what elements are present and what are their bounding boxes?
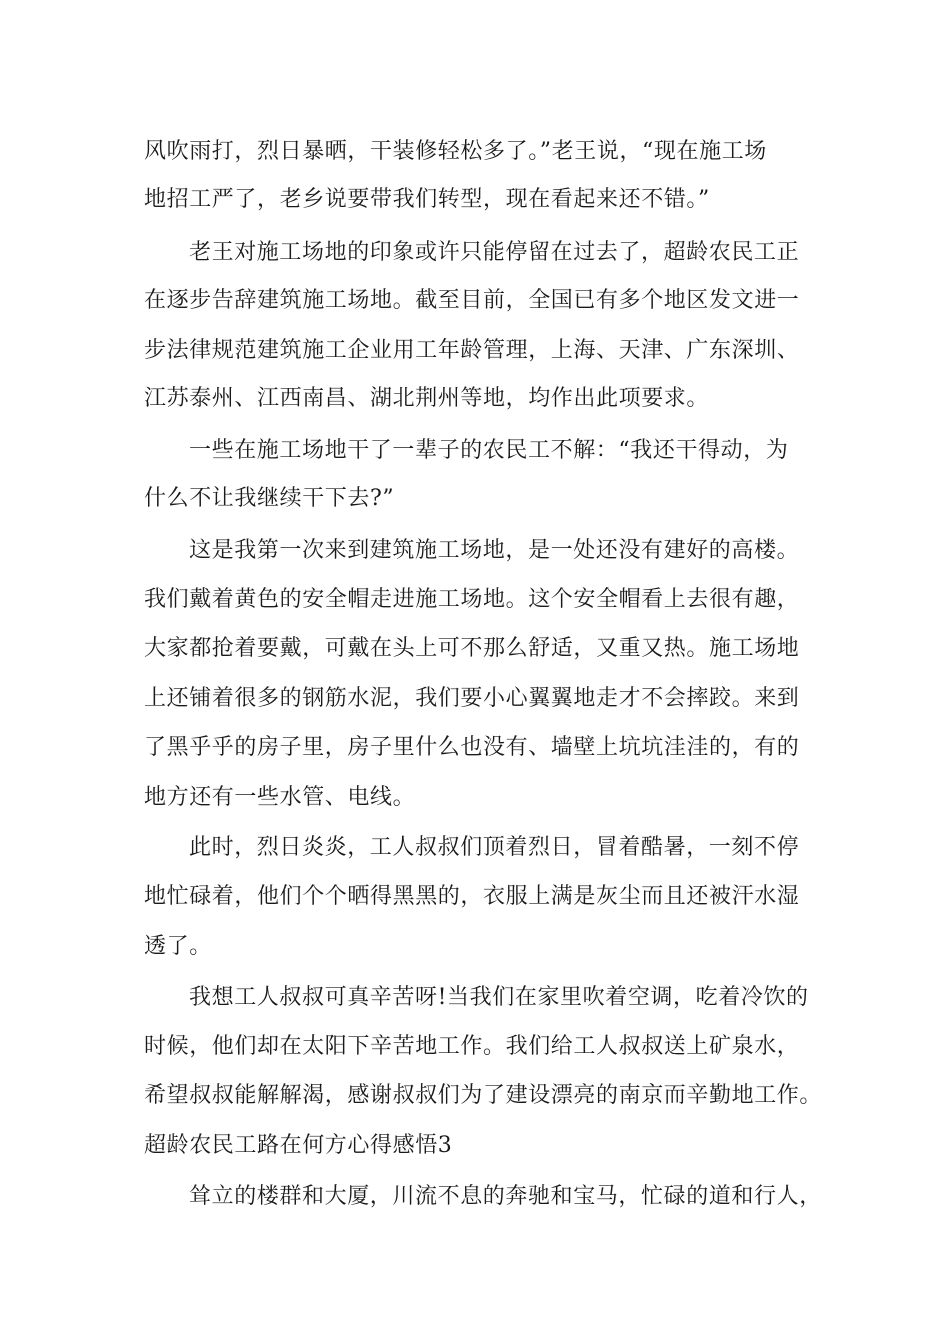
paragraph-start-line: 老王对施工场地的印象或许只能停留在过去了，超龄农民工正 [189,240,800,265]
text-line: 在逐步告辞建筑施工场地。截至目前，全国已有多个地区发文进一 [144,288,800,313]
text-line: 江苏泰州、江西南昌、湖北荆州等地，均作出此项要求。 [144,386,710,411]
paragraph-start-line: 耸立的楼群和大厦，川流不息的奔驰和宝马，忙碌的道和行人， [189,1184,822,1209]
text-line: 步法律规范建筑施工企业用工年龄管理，上海、天津、广东深圳、 [144,338,800,363]
text-line: 风吹雨打，烈日暴晒，干装修轻松多了。”老王说，“现在施工场 [144,139,767,164]
text-line: 时候，他们却在太阳下辛苦地工作。我们给工人叔叔送上矿泉水， [144,1034,800,1059]
paragraph-start-line: 一些在施工场地干了一辈子的农民工不解：“我还干得动，为 [189,438,789,463]
text-line: 我们戴着黄色的安全帽走进施工场地。这个安全帽看上去很有趣， [144,587,800,612]
text-line: 透了。 [144,934,212,959]
paragraph-start-line: 我想工人叔叔可真辛苦呀!当我们在家里吹着空调，吃着冷饮的 [189,985,809,1010]
text-line: 地方还有一些水管、电线。 [144,785,416,810]
text-line: 上还铺着很多的钢筋水泥，我们要小心翼翼地走才不会摔跤。来到 [144,686,800,711]
text-line: 大家都抢着要戴，可戴在头上可不那么舒适，又重又热。施工场地 [144,636,800,661]
section-heading: 超龄农民工路在何方心得感悟3 [144,1133,453,1158]
text-line: 什么不让我继续干下去?” [144,486,395,511]
paragraph-start-line: 此时，烈日炎炎，工人叔叔们顶着烈日，冒着酷暑，一刻不停 [189,835,800,860]
text-line: 地忙碌着，他们个个晒得黑黑的，衣服上满是灰尘而且还被汗水湿 [144,884,800,909]
text-line: 了黑乎乎的房子里，房子里什么也没有、墙壁上坑坑洼洼的，有的 [144,735,800,760]
text-line: 地招工严了，老乡说要带我们转型，现在看起来还不错。” [144,187,710,212]
text-line: 希望叔叔能解解渴，感谢叔叔们为了建设漂亮的南京而辛勤地工作。 [144,1083,823,1108]
paragraph-start-line: 这是我第一次来到建筑施工场地，是一处还没有建好的高楼。 [189,538,800,563]
